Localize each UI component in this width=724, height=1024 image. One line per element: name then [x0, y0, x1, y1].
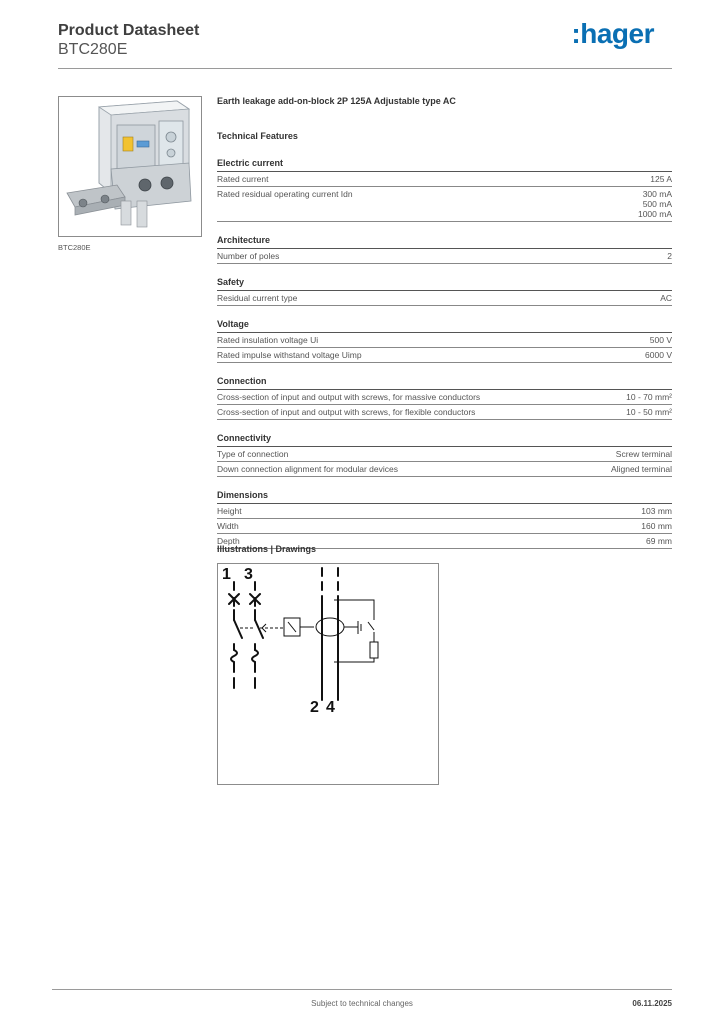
- spec-row: [217, 291, 672, 306]
- spec-label: Rated residual operating current Idn: [217, 189, 353, 199]
- footer-date: 06.11.2025: [632, 999, 672, 1008]
- section-title: Dimensions: [217, 489, 672, 504]
- spec-label: Residual current type: [217, 293, 298, 303]
- spec-value: Aligned terminal: [611, 464, 672, 474]
- spec-row: [217, 519, 672, 534]
- section-title: Connection: [217, 375, 672, 390]
- spec-row: [217, 187, 672, 222]
- spec-row: [217, 504, 672, 519]
- spec-value: Screw terminal: [615, 449, 672, 459]
- hager-logo: :hager: [571, 18, 654, 49]
- section-safety: [217, 276, 672, 306]
- spec-label: Rated impulse withstand voltage Uimp: [217, 350, 362, 360]
- spec-label: Depth: [217, 536, 240, 546]
- spec-label: Type of connection: [217, 449, 289, 459]
- spec-row: [217, 462, 672, 477]
- section-connection: [217, 375, 672, 420]
- technical-content: [217, 96, 672, 549]
- section-title: Electric current: [217, 157, 672, 172]
- product-reference: BTC280E: [58, 41, 128, 58]
- wiring-diagram-drawing: [218, 564, 438, 784]
- spec-label: Height: [217, 506, 242, 516]
- section-title: Safety: [217, 276, 672, 291]
- section-architecture: [217, 234, 672, 264]
- spec-value: 103 mm: [641, 506, 672, 516]
- section-title: Architecture: [217, 234, 672, 249]
- spec-value: 10 - 70 mm²: [626, 392, 672, 402]
- spec-value: 10 - 50 mm²: [626, 407, 672, 417]
- document-title: Product Datasheet: [58, 22, 200, 39]
- spec-label: Rated insulation voltage Ui: [217, 335, 319, 345]
- spec-value: 125 A: [650, 174, 672, 184]
- spec-row: [217, 333, 672, 348]
- section-dimensions: [217, 489, 672, 549]
- spec-value-list: [638, 189, 672, 219]
- spec-value: 2: [667, 251, 672, 261]
- spec-value: AC: [660, 293, 672, 303]
- spec-label: Number of poles: [217, 251, 280, 261]
- product-description: Earth leakage add-on-block 2P 125A Adjustable type AC: [217, 96, 456, 106]
- wiring-diagram: [217, 563, 439, 785]
- terminal-label: 4: [326, 699, 335, 716]
- technical-features-title: Technical Features: [217, 131, 298, 141]
- spec-label: Cross-section of input and output with screws, for flexible conductors: [217, 407, 476, 417]
- page-header: [58, 20, 672, 69]
- section-connectivity: [217, 432, 672, 477]
- illustrations-title: Illustrations | Drawings: [217, 544, 317, 554]
- terminal-label: 1: [222, 566, 231, 583]
- spec-row: [217, 249, 672, 264]
- section-voltage: [217, 318, 672, 363]
- spec-row: [217, 172, 672, 187]
- spec-value: 1000 mA: [637, 209, 672, 219]
- product-image-caption: BTC280E: [58, 243, 91, 252]
- page-footer: [52, 989, 672, 1011]
- spec-label: Cross-section of input and output with screws, for massive conductors: [217, 392, 481, 402]
- product-image: [58, 96, 202, 237]
- spec-label: Width: [217, 521, 239, 531]
- spec-label: Down connection alignment for modular devices: [217, 464, 398, 474]
- spec-value: 6000 V: [645, 350, 672, 360]
- section-title: Voltage: [217, 318, 672, 333]
- spec-value: 500 V: [649, 335, 672, 345]
- spec-row: [217, 405, 672, 420]
- spec-value: 69 mm: [646, 536, 672, 546]
- spec-value: 300 mA: [642, 189, 672, 199]
- spec-row: [217, 447, 672, 462]
- section-title: Connectivity: [217, 432, 672, 447]
- spec-row: [217, 348, 672, 363]
- spec-value: 160 mm: [641, 521, 672, 531]
- section-electric-current: [217, 157, 672, 222]
- spec-value: 500 mA: [642, 199, 672, 209]
- spec-label: Rated current: [217, 174, 269, 184]
- spec-row: [217, 390, 672, 405]
- footer-note: Subject to technical changes: [311, 999, 413, 1008]
- terminal-label: 2: [310, 699, 319, 716]
- terminal-label: 3: [244, 566, 253, 583]
- product-photo-illustration: [59, 97, 202, 237]
